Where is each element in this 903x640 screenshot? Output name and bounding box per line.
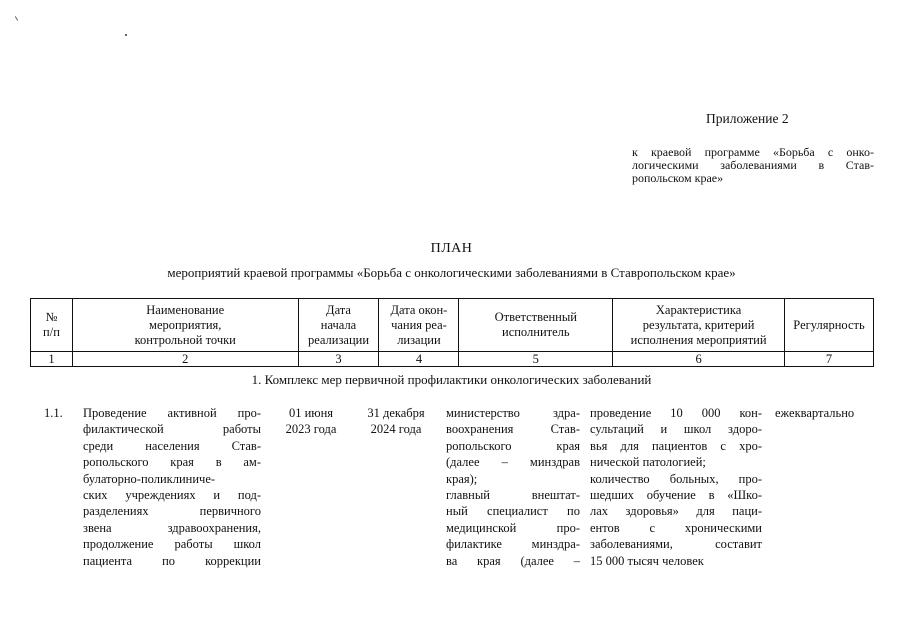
activity-name-line: продолжение работы школ [83, 537, 261, 552]
executor-line: воохранения Став- [446, 422, 580, 437]
activity-name-line: Проведение активной про- [83, 406, 261, 420]
executor-line: главный внештат- [446, 488, 580, 503]
scan-speck [125, 34, 127, 36]
result-description [590, 405, 762, 569]
header-start-date: Дата начала реализации [298, 299, 379, 352]
plan-subtitle: мероприятий краевой программы «Борьба с онкологическими заболеваниями в Ставропольском крае» [167, 265, 736, 280]
appendix-label: Приложение 2 [706, 111, 789, 126]
header-executor: Ответственный исполнитель [459, 299, 613, 352]
header-number: № п/п [31, 299, 73, 352]
header-end-date: Дата окон- чания реа- лизации [379, 299, 459, 352]
result-line: количество больных, про- [590, 471, 762, 486]
row-number: 1.1. [44, 406, 63, 420]
end-date [356, 405, 436, 438]
result-line: шедших обучение в «Шко- [590, 488, 762, 503]
activity-name [83, 405, 261, 569]
result-line: нической патологией; [590, 455, 706, 470]
result-line: заболеваниями, составит [590, 537, 762, 552]
scan-speck [15, 16, 18, 21]
column-number: 4 [379, 352, 459, 367]
activity-name-line: ских учреждениях и под- [83, 488, 261, 503]
executor-line: медицинской про- [446, 520, 580, 535]
activity-name-line: пациента по коррекции [83, 553, 261, 568]
executor-line: ный специалист по [446, 504, 580, 519]
column-number: 6 [613, 352, 785, 367]
plan-title: ПЛАН [430, 241, 473, 256]
header-activity-name: Наименование мероприятия, контрольной точки [72, 299, 298, 352]
start-date-line: 2023 года [285, 422, 337, 437]
column-number: 5 [459, 352, 613, 367]
result-line: 15 000 тысяч человек [590, 553, 704, 568]
appendix-reference [632, 146, 874, 184]
executor-line: края); [446, 471, 478, 486]
result-line: сультаций и школ здоро- [590, 422, 762, 437]
column-number: 2 [72, 352, 298, 367]
appendix-reference-line: логическими заболеваниями в Став- [632, 157, 874, 172]
activity-name-line: ропольского края в ам- [83, 455, 261, 470]
activity-name-line: звена здравоохранения, [83, 520, 261, 535]
header-row [31, 299, 874, 352]
executor-line: министерство здра- [446, 406, 580, 420]
activity-name-line: булаторно-поликлиниче- [83, 471, 216, 486]
end-date-line: 31 декабря [367, 406, 425, 420]
activity-name-line: среди населения Став- [83, 438, 261, 453]
end-date-line: 2024 года [370, 422, 422, 437]
column-number: 1 [31, 352, 73, 367]
executor-line: филактике минздра- [446, 537, 580, 552]
header-result: Характеристика результата, критерий исполнения мероприятий [613, 299, 785, 352]
executor-line: ва края (далее – [446, 553, 580, 568]
column-number: 3 [298, 352, 379, 367]
section-title: 1. Комплекс мер первичной профилактики онкологических заболеваний [251, 372, 652, 387]
start-date-line: 01 июня [288, 406, 334, 420]
plan-table-header [30, 298, 874, 367]
appendix-reference-line: ропольском крае» [632, 170, 724, 185]
activity-name-line: филактической работы [83, 422, 261, 437]
activity-name-line: разделениях первичного [83, 504, 261, 519]
executor-line: ропольского края [446, 438, 580, 453]
executor-line: (далее – минздрав [446, 455, 580, 470]
result-line: лах здоровья» для паци- [590, 504, 762, 519]
column-number-row [31, 352, 874, 367]
appendix-reference-line: к краевой программе «Борьба с онко- [632, 145, 874, 159]
column-number: 7 [784, 352, 873, 367]
result-line: проведение 10 000 кон- [590, 406, 762, 420]
regularity: ежеквартально [775, 406, 855, 420]
result-line: ентов с хроническими [590, 520, 762, 535]
executor [446, 405, 580, 569]
start-date [272, 405, 350, 438]
result-line: вья для пациентов с хро- [590, 438, 762, 453]
header-regularity: Регулярность [784, 299, 873, 352]
